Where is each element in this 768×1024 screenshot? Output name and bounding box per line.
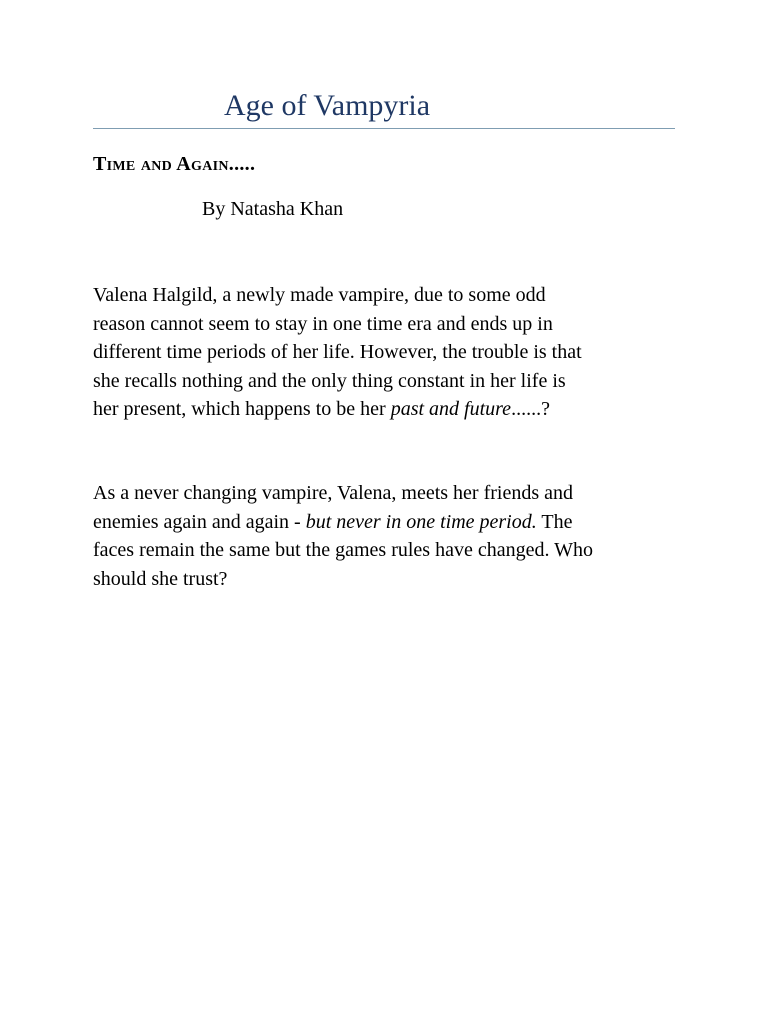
paragraph-1-italic-phrase: past and future bbox=[390, 398, 512, 421]
author-byline: By Natasha Khan bbox=[202, 198, 344, 220]
paragraph-2-line-1: As a never changing vampire, Valena, meets her friends and bbox=[93, 482, 574, 504]
paragraph-1-line-3: different time periods of her life. However, the trouble is that bbox=[93, 341, 582, 364]
synopsis-paragraph-1 bbox=[93, 281, 683, 424]
synopsis-paragraph-2 bbox=[93, 479, 683, 593]
paragraph-1-line-5 bbox=[93, 395, 683, 424]
paragraph-2-line-4: should she trust? bbox=[93, 567, 228, 590]
title-divider bbox=[93, 128, 675, 129]
paragraph-2-line-2-start: enemies again and again - bbox=[93, 510, 306, 533]
paragraph-1-line-5-end: ......? bbox=[511, 398, 550, 421]
paragraph-1-line-1: Valena Halgild, a newly made vampire, due to some odd bbox=[93, 284, 546, 306]
paragraph-1-line-5-start: her present, which happens to be her bbox=[93, 398, 391, 421]
paragraph-2-line-2 bbox=[93, 508, 683, 537]
paragraph-2-italic-phrase: but never in one time period. bbox=[305, 510, 537, 533]
paragraph-2-line-2-end: The bbox=[536, 510, 573, 533]
paragraph-2-line-3: faces remain the same but the games rules have changed. Who bbox=[93, 539, 593, 562]
paragraph-1-line-2: reason cannot seem to stay in one time era and ends up in bbox=[93, 312, 553, 335]
document-title: Age of Vampyria bbox=[224, 89, 431, 122]
chapter-heading: Time and Again..... bbox=[93, 153, 256, 175]
paragraph-1-line-4: she recalls nothing and the only thing constant in her life is bbox=[93, 369, 566, 392]
